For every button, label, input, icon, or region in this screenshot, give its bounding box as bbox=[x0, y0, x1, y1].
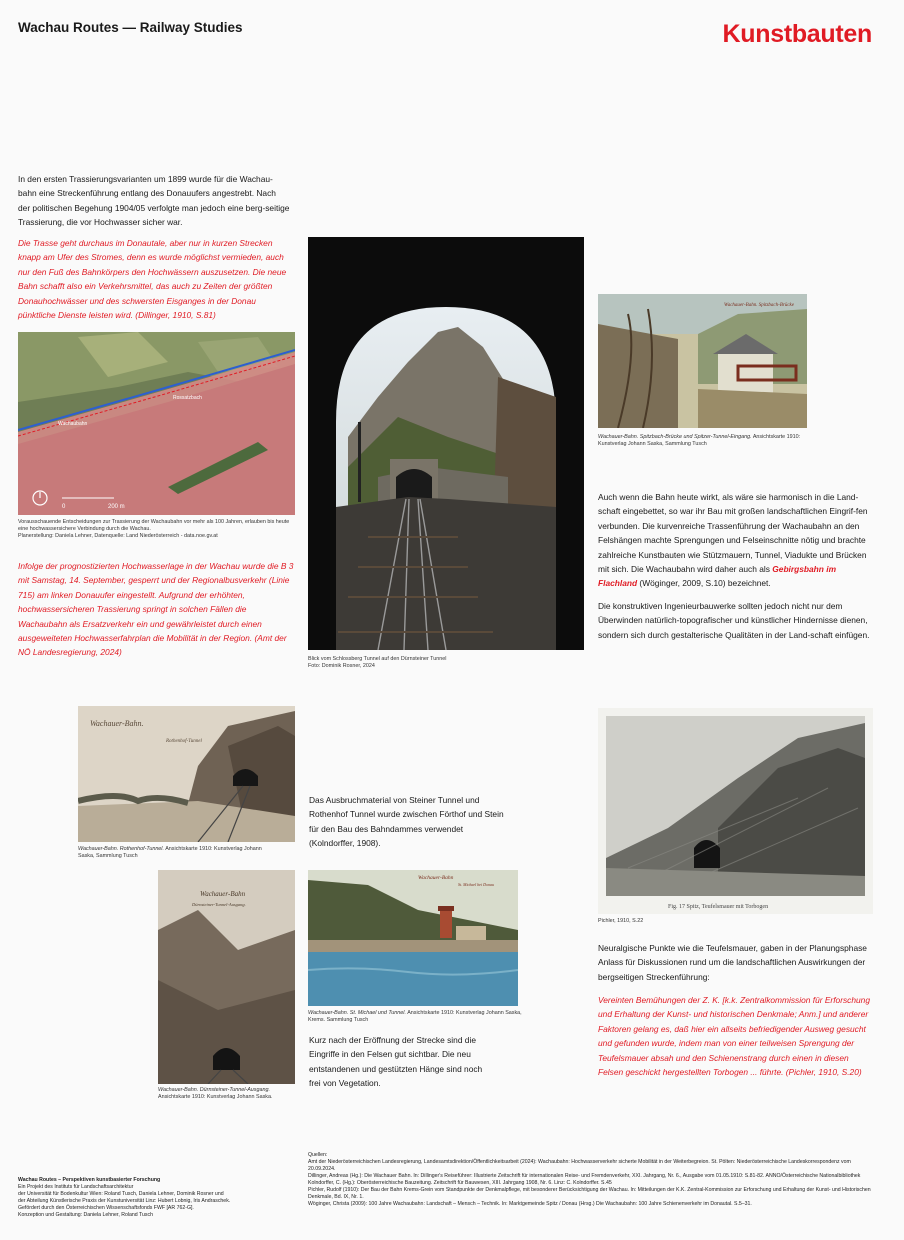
spitz-postcard bbox=[598, 294, 807, 428]
source-entry: Wöginger, Christa (2009): 100 Jahre Wachaubahn: Landschaft – Mensch – Technik. In: Marktgemeinde Spitz / Donau (Hrsg.) Die Wachaubahn: 100 Jahre Schienenverkehr im Donautal. S.5–31. bbox=[308, 1201, 752, 1207]
project-line: Ein Projekt des Instituts für Landschaftsarchitektur bbox=[18, 1184, 134, 1190]
duernstein-caption: Wachauer-Bahn. Dürnsteiner-Tunnel-Ausgang. Ansichtskarte 1910: Kunstverlag Johann Saska. bbox=[158, 1087, 273, 1101]
pichler-quote: Vereinten Bemühungen der Z. K. [k.k. Zentralkommission für Erforschung und Erhaltung der Kunst- und historischen Denkmale; Anm.] und anderer Faktoren gelang es, daß hier ein allseits befriedigender Ausweg gesucht und gefunden wurde, indem man von einer teilweisen Sprengung der Teufelsmauer absah und den Schienenstrang durch einen in diesen Felsen geschickt hergestellten Torbogen ... führte. (Pichler, 1910, S.20) bbox=[598, 995, 870, 1078]
source-entry: Dillinger, Andreas (Hg.): Die Wachauer Bahn. In: Dillinger's Reiseführer: Illustrierte Zeitschrift für internationalen Reise- und Fremdenverkehr, XXI. Jahrgang, Nr. 6., Ausgabe vom 01.05.1910: S.81-82. ANNO/Österreichische Nationalbibliothek bbox=[308, 1173, 861, 1179]
rothenhof-card-sub: Rothenhof-Tunnel bbox=[166, 739, 202, 744]
engineering-paragraph: Die konstruktiven Ingenieurbauwerke sollten jedoch nicht nur dem Überwinden natürlich-topografischer und künstlicher Hindernisse dienen, sondern sich durch gestalterische Qualitäten in der Land-schaft einfügen. bbox=[598, 601, 870, 640]
map-credit: Planerstellung: Daniela Lehner, Datenquelle: Land Niederösterreich - data.noe.gv.at bbox=[18, 533, 218, 540]
flood-quote: Infolge der prognostizierten Hochwasserlage in der Wachau wurde die B 3 mit Samstag, 14. September, gesperrt und der Regionalbusverkehr (Linie 715) am linken Donauufer eingestellt. Aufgrund der erhöhten, hochwassersicheren Trassierung springt in solchen Fällen die Wachaubahn als Ersatzverkehr ein und gewährleistet durch einen ausgeweiteten Hochwasserfahrplan die Mobilität in der Region. (Amt der NÖ Landesregierung, 2024) bbox=[18, 561, 294, 658]
st-michael-card-title: Wachauer-Bahn bbox=[418, 875, 454, 881]
spitz-caption: Wachauer-Bahn. Spitzbach-Brücke und Spitzer-Tunnel-Eingang. Ansichtskarte 1910: Kunstverlag Johann Saska, Sammlung Tusch bbox=[598, 434, 801, 448]
mountain-railway-highlight: Gebirgsbahn im Flachland bbox=[598, 564, 837, 589]
map-scale-0: 0 bbox=[62, 504, 66, 510]
rothenhof-caption: Wachauer-Bahn. Rothenhof-Tunnel. Ansichtskarte 1910: Kunstverlag Johann Saska, Sammlung Tusch bbox=[78, 846, 262, 860]
landscape-paragraph: Auch wenn die Bahn heute wirkt, als wäre sie harmonisch in die Land-schaft eingebettet, so war ihr Bau mit großen landschaftlichen Eingrif-fen verbunden. Die kurvenreiche Trassenführung der Wachaubahn an den Felshängen machte Sprengungen und Felseinschnitte nötig und brachte zahlreiche Kunstbauten wie Stützmauern, Tunnel, Viadukte und Brücken mit sich. Die Wachaubahn wird daher auch als Gebirgsbahn im Flachland (Wöginger, 2009, S.10) bezeichnet. bbox=[598, 492, 868, 589]
project-line: der Abteilung Künstlerische Praxis der Kunstuniversität Linz: Hubert Lobnig, Iris Andraschek. bbox=[18, 1198, 231, 1204]
teufelsmauer-figure-caption: Fig. 17 Spitz, Teufelsmauer mit Torbogen bbox=[668, 904, 769, 910]
source-entry: Kolndorffer, C. (Hg.): Oberösterreichische Bauzeitung. Zeitschrift für Bauwesen, XIII. Jahrgang 1908, Nr. 6. Linz: C. Kolndorffer. S.45 bbox=[308, 1180, 612, 1186]
project-info bbox=[18, 1177, 303, 1219]
excavation-text: Das Ausbruchmaterial von Steiner Tunnel und Rothenhof Tunnel wurde zwischen Förthof und Stein für den Bau des Bahndammes verwendet (Kolndorffer, 1908). bbox=[309, 795, 504, 849]
project-line: Konzeption und Gestaltung: Daniela Lehner, Roland Tusch bbox=[18, 1212, 153, 1218]
source-entry: Pichler, Rudolf (1910): Der Bau der Bahn Krems-Grein vom Standpunkte der Denkmalpflege, mit besonderer Berücksichtigung der Wachau. In: Mitteilungen der K.K. Zentral-Kommission zur Erforschung und Erhaltung der Kunst- und Historischen Denkmale, Bd. IX, Nr. 1. bbox=[308, 1187, 871, 1200]
intro-paragraph: In den ersten Trassierungsvarianten um 1899 wurde für die Wachau-bahn eine Streckenführung entlang des Donauufers angestrebt. Nach der politischen Begehung 1904/05 verfolgte man jedoch eine berg-seitige Trassierung, die vor Hochwasser sicher war. bbox=[18, 174, 290, 228]
project-line: Gefördert durch den Österreichischen Wissenschaftsfonds FWF [AR 762-G]. bbox=[18, 1205, 194, 1211]
tunnel-credit: Foto: Dominik Rosner, 2024 bbox=[308, 663, 375, 670]
teufelsmauer-paragraph: Neuralgische Punkte wie die Teufelsmauer, gaben in der Planungsphase Anlass für Diskussionen rund um die landschaftlichen Auswirkungen der bergseitigen Streckenführung: bbox=[598, 943, 867, 982]
sources-title: Quellen: bbox=[308, 1152, 328, 1158]
map-label-bahn: Wachaubahn bbox=[58, 421, 88, 427]
map-caption: Vorausschauende Entscheidungen zur Trassierung der Wachaubahn vor mehr als 100 Jahren, erlauben bis heute eine hochwassersichere Verbindung durch die Wachau. bbox=[18, 519, 290, 533]
sources bbox=[308, 1152, 878, 1208]
st-michael-card-sub: St. Michael bei Donau bbox=[458, 882, 494, 887]
source-entry: Amt der Niederösterreichischen Landesregierung, Landesamtsdirektion/Öffentlichkeitsarbeit (2024): Wachaubahn: Hochwasserverkehr sicherte Mobilität in der Weiterbegreion. St. Pölten: Niederösterreichische Landeskorrespondenz vom 20.09.2024. bbox=[308, 1159, 851, 1172]
duernstein-postcard bbox=[158, 870, 295, 1084]
teufelsmauer-figure bbox=[598, 708, 873, 914]
route-map bbox=[18, 332, 295, 515]
after-opening-text: Kurz nach der Eröffnung der Strecke sind die Eingriffe in den Felsen gut sichtbar. Die neu entstandenen und gestützten Hänge sind noch frei von Vegetation. bbox=[309, 1035, 483, 1089]
series-title: Wachau Routes — Railway Studies bbox=[18, 20, 243, 35]
spitz-card-text: Wachauer-Bahn. Spitzbach-Brücke bbox=[724, 303, 794, 308]
tunnel-photo bbox=[308, 237, 584, 650]
duernstein-card-title: Wachauer-Bahn bbox=[200, 890, 246, 898]
pichler-source: Pichler, 1910, S.22 bbox=[598, 918, 644, 924]
project-line: der Universität für Bodenkultur Wien: Roland Tusch, Daniela Lehner, Dominik Rosner und bbox=[18, 1191, 224, 1197]
map-label-rossatz: Rossatzbach bbox=[173, 395, 202, 401]
rothenhof-postcard bbox=[78, 706, 295, 842]
dillinger-quote: Die Trasse geht durchaus im Donautale, aber nur in kurzen Strecken knapp am Ufer des Stromes, denn es wurde möglichst vermieden, auch nur den Fuß des Bahnkörpers den Hochwässern auszusetzen. Die neue Bahn schafft also ein Verkehrsmittel, das auch zu Zeiten der größten Donauhochwässer und des schwersten Eisganges in der Donau pünktliche Dienste leisten wird. (Dillinger, 1910, S.81) bbox=[18, 238, 287, 321]
map-scale-200: 200 m bbox=[108, 504, 125, 510]
duernstein-card-sub: Dürnsteiner-Tunnel-Ausgang. bbox=[192, 902, 246, 907]
st-michael-postcard bbox=[308, 870, 518, 1006]
brand-title: Kunstbauten bbox=[722, 20, 872, 48]
project-title: Wachau Routes – Perspektiven kunstbasierter Forschung bbox=[18, 1177, 161, 1183]
tunnel-caption: Blick vom Schlossberg Tunnel auf den Dürnsteiner Tunnel bbox=[308, 656, 447, 662]
st-michael-caption: Wachauer-Bahn. St. Michael und Tunnel. Ansichtskarte 1910: Kunstverlag Johann Saska, Krems. Sammlung Tusch bbox=[308, 1010, 522, 1024]
rothenhof-card-title: Wachauer-Bahn. bbox=[90, 719, 144, 728]
